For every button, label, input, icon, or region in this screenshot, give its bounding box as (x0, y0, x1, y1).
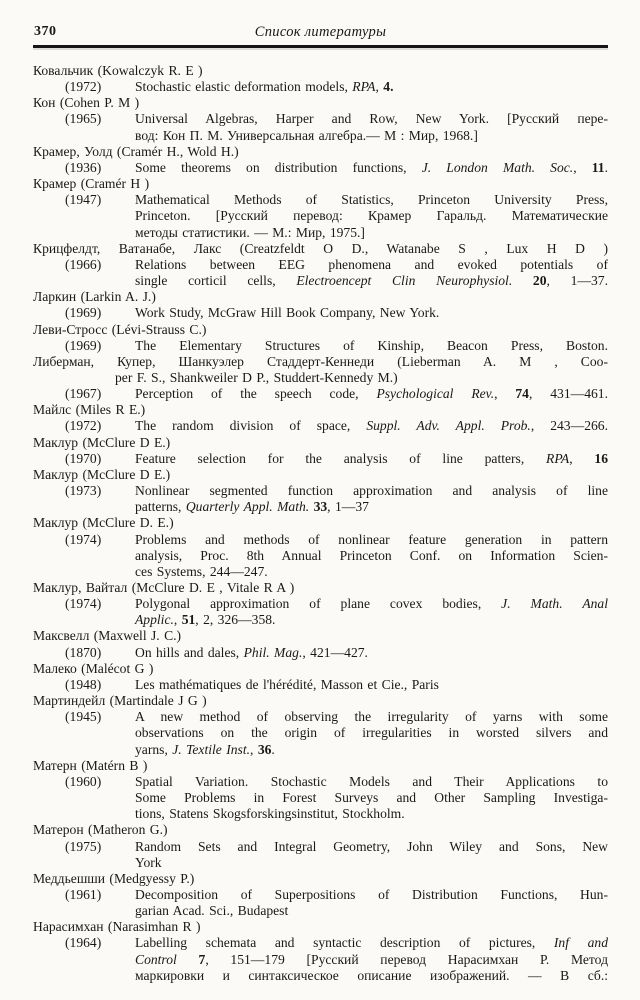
bib-work-line (33, 790, 608, 806)
bib-text: Ларкин (Larkin A. J.) (33, 289, 156, 305)
bib-text: Малеко (Malécot G ) (33, 660, 154, 676)
bib-year: (1936) (65, 159, 102, 175)
bib-entry (33, 467, 608, 515)
bib-text: Les mathématiques de l'hérédité, Masson et Cie., Paris (135, 676, 439, 692)
bib-work-line (33, 742, 608, 758)
bib-text: garian Acad. Sci., Budapest (135, 903, 289, 919)
bib-text: Princeton. [Русский перевод: Крамер Гаральд. Математические (135, 208, 608, 224)
bib-author-line (33, 919, 608, 935)
bib-work-line (33, 968, 608, 984)
bib-text: analysis, Proc. 8th Annual Princeton Conf. on Information Scien- (135, 547, 608, 563)
bib-text: , (494, 386, 516, 402)
bib-text: Ковальчик (Kowalczyk R. E ) (33, 63, 203, 78)
bib-entry (33, 580, 608, 628)
bib-text: single corticil cells, (135, 273, 297, 289)
bib-author-line (33, 661, 608, 677)
bib-text: tions, Statens Skogsforskingsinstitut, Stockholm. (135, 806, 405, 822)
bib-work-line (33, 855, 608, 871)
bib-entry (33, 354, 608, 402)
bib-work-line (33, 305, 608, 321)
bib-work-line (33, 499, 608, 515)
bib-text: Work Study, McGraw Hill Book Company, New York. (135, 305, 440, 321)
bib-work-line (33, 709, 608, 725)
bib-year: (1972) (65, 418, 102, 434)
bib-text: Майлс (Miles R E.) (33, 402, 146, 418)
page-number: 370 (34, 24, 57, 39)
bib-text: Labelling schemata and syntactic description of pictures, (135, 935, 554, 951)
bib-year: (1970) (65, 450, 102, 466)
bib-text-i: Psychological Rev. (376, 386, 495, 402)
bib-text-i: RPA (352, 79, 376, 95)
bib-text-i: J. London Math. Soc. (421, 159, 574, 175)
bib-year: (1966) (65, 256, 102, 272)
bib-year: (1969) (65, 305, 102, 321)
bib-text: Матерон (Matheron G.) (33, 822, 168, 838)
bib-work-line (33, 612, 608, 628)
bib-text-b: 11 (591, 159, 605, 175)
bib-text: patterns, (135, 499, 186, 515)
bib-author-line (33, 871, 608, 887)
bib-text: Mathematical Methods of Statistics, Princeton University Press, (135, 192, 608, 208)
bib-work-line (33, 225, 608, 241)
bib-text: методы статистики. — М.: Мир, 1975.] (135, 224, 365, 240)
bib-text: , (173, 612, 182, 628)
bib-author-line (33, 354, 608, 370)
bib-author-line (33, 822, 608, 838)
bib-entry (33, 693, 608, 758)
bib-text: , 431—461. (528, 386, 608, 402)
bib-year: (1974) (65, 596, 102, 612)
bib-author-line (33, 176, 608, 192)
bib-text: On hills and dales, (135, 644, 244, 660)
bib-work-line (33, 887, 608, 903)
bib-text: Леви-Стросс (Lévi-Strauss C.) (33, 321, 207, 337)
bib-text: Stochastic elastic deformation models, (135, 79, 353, 95)
bib-entry (33, 871, 608, 919)
bib-text-i: Control (135, 951, 177, 967)
bib-text-i: J. Textile Inst. (172, 741, 251, 757)
bib-text: , 1—37 (327, 499, 369, 515)
bib-text: Feature selection for the analysis of line patters, (135, 450, 547, 466)
bib-text-b: 7 (198, 951, 206, 967)
bib-year: (1974) (65, 531, 102, 547)
bib-text-b: 36 (257, 741, 272, 757)
bib-work-line (33, 839, 608, 855)
bib-entry (33, 435, 608, 467)
bib-year: (1960) (65, 773, 102, 789)
header-rule (33, 45, 608, 48)
bib-year: (1947) (65, 192, 102, 208)
bib-entry (33, 144, 608, 176)
bib-work-line (33, 645, 608, 661)
bib-entry (33, 322, 608, 354)
bib-text: ces Systems, 244—247. (135, 563, 268, 579)
bib-author-line (33, 370, 608, 386)
bib-work-line (33, 79, 608, 95)
bib-work-line (33, 128, 608, 144)
bib-text: Мартиндейл (Martindale J G ) (33, 693, 207, 709)
bib-year: (1972) (65, 79, 102, 95)
bib-work-line (33, 338, 608, 354)
bib-entry (33, 63, 608, 95)
bib-text-i: RPA (546, 450, 570, 466)
bib-text: Крамер (Cramér H ) (33, 176, 150, 192)
bib-text: yarns, (135, 741, 173, 757)
bib-work-line (33, 160, 608, 176)
bib-text: . (604, 159, 608, 175)
bib-author-line (33, 241, 608, 257)
bib-work-line (33, 548, 608, 564)
bib-text: , 421—427. (302, 644, 368, 660)
bib-entry (33, 402, 608, 434)
bib-author-line (33, 63, 608, 79)
bib-year: (1964) (65, 935, 102, 951)
bib-text: . (271, 741, 275, 757)
bib-text: Матерн (Matérn B ) (33, 757, 148, 773)
page-header (33, 23, 608, 45)
bib-text: The Elementary Structures of Kinship, Beacon Press, Boston. (135, 337, 608, 353)
bib-text-i: Phil. Mag. (243, 644, 303, 660)
bib-text: , (375, 79, 384, 95)
bib-work-line (33, 725, 608, 741)
bib-year: (1967) (65, 386, 102, 402)
bib-text: Меддьешши (Medgyessy P.) (33, 870, 195, 886)
running-title: Список литературы (254, 24, 387, 40)
bib-work-line (33, 677, 608, 693)
bib-work-line (33, 564, 608, 580)
bib-entry (33, 176, 608, 241)
bib-author-line (33, 758, 608, 774)
bib-work-line (33, 418, 608, 434)
bib-year: (1870) (65, 644, 102, 660)
bib-work-line (33, 532, 608, 548)
bib-text-b: 4. (383, 79, 394, 95)
bib-text: маркировки и синтаксическое описание изображений. — В сб.: (135, 967, 608, 983)
bib-text: Nonlinear segmented function approximation and analysis of line (135, 483, 608, 499)
bib-text: , (573, 159, 592, 175)
bib-text: Spatial Variation. Stochastic Models and Their Applications to (135, 773, 608, 789)
bib-author-line (33, 402, 608, 418)
bib-work-line (33, 386, 608, 402)
bib-text: Decomposition of Superpositions of Distribution Functions, Hun- (135, 886, 608, 902)
bib-work-line (33, 273, 608, 289)
bib-text: Кон (Cohen P. M ) (33, 95, 140, 111)
bib-year: (1948) (65, 676, 102, 692)
bib-text-b: 51 (181, 612, 196, 628)
bib-author-line (33, 515, 608, 531)
bib-year: (1945) (65, 709, 102, 725)
bib-text-b: 20 (532, 273, 547, 289)
bib-text: , 151—179 [Русский перевод Нарасимхан Р. Метод (205, 951, 609, 967)
bib-text-i: Electroencept Clin Neurophysiol. (296, 273, 513, 289)
bib-text (512, 273, 533, 288)
bib-author-line (33, 144, 608, 160)
bib-text: , (569, 450, 595, 466)
bib-text: Relations between EEG phenomena and evoked potentials of (135, 256, 608, 272)
bib-text: York (135, 854, 162, 870)
bib-work-line (33, 483, 608, 499)
bib-author-line (33, 693, 608, 709)
bib-entry (33, 628, 608, 660)
bib-work-line (33, 192, 608, 208)
bib-text: Random Sets and Integral Geometry, John Wiley and Sons, New (135, 838, 608, 854)
bib-entry (33, 919, 608, 984)
bib-text: , (250, 741, 258, 757)
bib-author-line (33, 289, 608, 305)
bib-text: A new method of observing the irregularity of yarns with some (135, 709, 608, 725)
bib-author-line (33, 628, 608, 644)
bib-text: Маклур (McClure D E.) (33, 434, 171, 450)
bib-text: Some theorems on distribution functions, (135, 159, 422, 175)
bib-text: Крамер, Уолд (Cramér H., Wold H.) (33, 143, 239, 159)
bib-work-line (33, 952, 608, 968)
bib-year: (1973) (65, 483, 102, 499)
bib-entry (33, 822, 608, 870)
bib-text-i: J. Math. Anal (501, 596, 608, 612)
bib-text: Максвелл (Maxwell J. C.) (33, 628, 182, 644)
bib-text-i: Applic. (135, 612, 174, 628)
bib-work-line (33, 451, 608, 467)
bib-text-i: Inf and (553, 935, 608, 951)
bib-text-b: 16 (594, 450, 609, 466)
bib-text: вод: Кон П. М. Универсальная алгебра.— М : Мир, 1968.] (135, 127, 478, 143)
bib-text-b: 74 (515, 386, 529, 402)
bib-work-line (33, 257, 608, 273)
bib-work-line (33, 596, 608, 612)
bib-author-line (33, 322, 608, 338)
bib-entry (33, 95, 608, 143)
bib-text: The random division of space, (135, 418, 367, 434)
bib-text: Маклур (McClure D. E.) (33, 515, 174, 531)
bib-text-i: Suppl. Adv. Appl. Prob. (366, 418, 531, 434)
bib-year: (1961) (65, 886, 102, 902)
bibliography-list (33, 63, 608, 984)
bib-text: Polygonal approximation of plane covex bodies, (135, 596, 502, 612)
bib-work-line (33, 774, 608, 790)
bib-text: Маклур (McClure D E.) (33, 466, 171, 482)
bib-text-b: 33 (313, 499, 328, 515)
bib-work-line (33, 208, 608, 224)
bib-work-line (33, 935, 608, 951)
bib-entry (33, 241, 608, 289)
bib-text: observations on the origin of irregularities in worsted silvers and (135, 725, 608, 741)
bib-text: Крицфелдт, Ватанабе, Лакс (Creatzfeldt O D., Watanabe S , Lux H D ) (33, 240, 608, 256)
bib-text (177, 952, 199, 967)
bib-work-line (33, 903, 608, 919)
bib-entry (33, 289, 608, 321)
bib-author-line (33, 467, 608, 483)
bib-entry (33, 661, 608, 693)
bib-text: Some Problems in Forest Surveys and Other Sampling Investiga- (135, 790, 608, 806)
bib-author-line (33, 580, 608, 596)
bib-year: (1965) (65, 111, 102, 127)
bib-entry (33, 515, 608, 580)
bib-text: Нарасимхан (Narasimhan R ) (33, 919, 201, 935)
bib-text: , 2, 326—358. (195, 612, 276, 628)
bib-text: Universal Algebras, Harper and Row, New York. [Русский пере- (135, 111, 608, 127)
bib-text: Либерман, Купер, Шанкуэлер Стаддерт-Кеннеди (Lieberman A. M , Coo- (33, 353, 608, 369)
bib-year: (1975) (65, 838, 102, 854)
bib-text: per F. S., Shankweiler D P., Studdert-Kennedy M.) (115, 369, 398, 385)
bib-text-i: Quarterly Appl. Math. (185, 499, 310, 515)
bib-text: Perception of the speech code, (135, 386, 377, 402)
bib-text: Маклур, Вайтал (McClure D. E , Vitale R A ) (33, 580, 295, 595)
bib-author-line (33, 95, 608, 111)
bib-author-line (33, 435, 608, 451)
bib-entry (33, 758, 608, 823)
bib-text: , 243—266. (530, 418, 608, 434)
bib-work-line (33, 806, 608, 822)
bib-text: Problems and methods of nonlinear feature generation in pattern (135, 531, 608, 547)
bib-year: (1969) (65, 337, 102, 353)
bib-text: , 1—37. (546, 273, 608, 289)
bib-work-line (33, 111, 608, 127)
